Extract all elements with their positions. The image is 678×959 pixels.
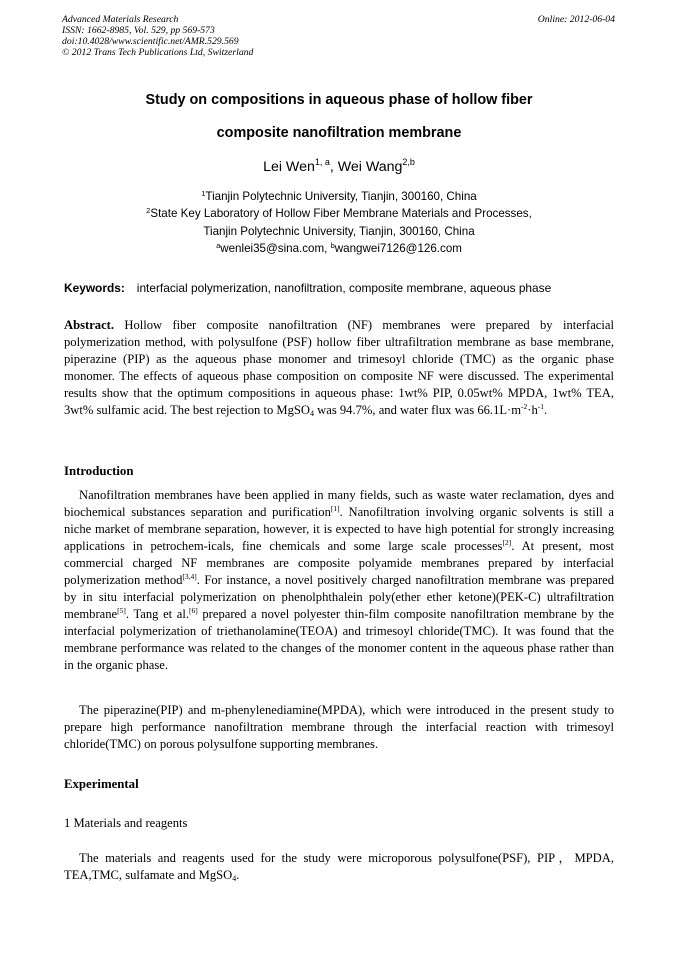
paragraph-text: . [236,868,240,883]
affiliation-mark: 2 [146,206,151,215]
citation-ref[interactable]: [3,4] [182,572,197,582]
citation-ref[interactable]: [6] [189,606,198,616]
paragraph-text: prepared a novel polyester thin-film composite nanofiltration membrane by the interfacial polymerization of triethanolamine(TEOA) and trimesoyl chloride(TMC). It was found that the membrane performance was related to the changes of the monomer content in the aqueous phase rather than in the organic phase. [64,607,614,673]
subscript: 4 [232,874,237,884]
journal-name: Advanced Materials Research [62,14,179,25]
abstract-text: Hollow fiber composite nanofiltration (NF) membranes were prepared by interfacial polymerization method, with polysulfone (PSF) hollow fiber ultrafiltration membrane as base membrane, piperazine (PIP) as the aqueous phase monomer and trimesoyl chloride (TMC) as the organic phase monomer. The effects of aqueous phase composition on composite NF were discussed. The experimental results show that the optimum compositions in aqueous phase: 1wt% PIP, 0.05wt% MPDA, 1wt% TEA, 3wt% sulfamic acid. The best rejection to MgSO [64,318,614,418]
paragraph-text: . For instance, a novel positively charged nanofiltration membrane was prepared by in situ interfacial polymerization on phenolphthalein poly(ether ether ketone)(PEK-C) ultrafiltration membrane [64,573,615,622]
author-name: Wei Wang [337,159,403,175]
issn-line: ISSN: 1662-8985, Vol. 529, pp 569-573 [62,25,215,36]
author-affiliation-mark: 1, a [314,157,330,167]
citation-ref[interactable]: [5] [117,606,126,616]
superscript: -2 [521,402,528,412]
citation-ref[interactable]: [1] [330,504,340,514]
abstract-paragraph [64,317,614,419]
paragraph-text: . Nanofiltration involving organic solvents is still a niche market of membrane separation, however, it is expected to have high potential for strongly increasing applications in petrochem-icals, fine chemicals and some large scale processes [64,505,615,554]
affiliation-mark: 1 [201,189,206,198]
email-mark: b [330,241,335,250]
paragraph-text: The materials and reagents used for the study were microporous polysulfone(PSF), PIP，MPDA, TEA,TMC, sulfamate and MgSO [64,851,614,883]
abstract-text: was 94.7%, and water flux was 66.1L·m [314,403,522,418]
paper-title-line-2: composite nanofiltration membrane [216,125,462,141]
experimental-heading: Experimental [64,777,139,791]
materials-subheading: 1 Materials and reagents [64,816,188,830]
keywords-line [64,281,551,295]
paragraph-text: . Tang et al. [125,607,190,622]
superscript: -1 [537,402,545,412]
author-affiliation-mark: 2,b [402,157,415,167]
email-link[interactable]: wangwei7126@126.com [334,242,462,255]
introduction-paragraph-1 [64,487,614,675]
introduction-heading: Introduction [64,464,134,478]
paragraph-text: Nanofiltration membranes have been applied in many fields, such as waste water reclamation, dyes and biochemical substances separation and purification [64,488,614,520]
email-mark: a [216,241,221,250]
keywords-label: Keywords: [64,281,125,295]
affiliation-2-continued: Tianjin Polytechnic University, Tianjin, 300160, China [203,225,475,238]
introduction-paragraph-2: The piperazine(PIP) and m-phenylenediamine(MPDA), which were introduced in the present study to prepare high performance nanofiltration membrane through the interfacial reaction with trimesoyl chloride(TMC) on porous polysulfone supporting membranes. [64,703,614,752]
abstract-label: Abstract. [64,318,115,332]
subscript: 4 [310,409,314,419]
abstract-text: . [544,403,548,418]
author-separator: , [329,159,338,175]
paper-title-line-1: Study on compositions in aqueous phase of hollow fiber [145,92,533,108]
online-date: Online: 2012-06-04 [537,14,615,25]
author-name: Lei Wen [263,159,315,175]
email-link[interactable]: wenlei35@sina.com, [220,242,331,255]
author-list [0,159,678,176]
author-emails [0,242,678,255]
citation-ref[interactable]: [2] [502,538,512,548]
affiliation-1 [0,190,678,203]
journal-header [62,14,253,58]
affiliation-2 [0,207,678,220]
materials-paragraph [64,850,614,884]
doi-line[interactable]: doi:10.4028/www.scientific.net/AMR.529.569 [62,36,239,47]
abstract-text: ·h [527,403,538,418]
copyright-line: © 2012 Trans Tech Publications Ltd, Switzerland [62,47,254,58]
keywords-text: interfacial polymerization, nanofiltration, composite membrane, aqueous phase [136,281,552,295]
affiliation-text: State Key Laboratory of Hollow Fiber Membrane Materials and Processes, [150,207,532,220]
affiliation-text: Tianjin Polytechnic University, Tianjin, 300160, China [205,190,477,203]
paragraph-text: . At present, most commercial charged NF membranes are composite polyamide membranes prepared by interfacial polymerization method [64,539,614,588]
